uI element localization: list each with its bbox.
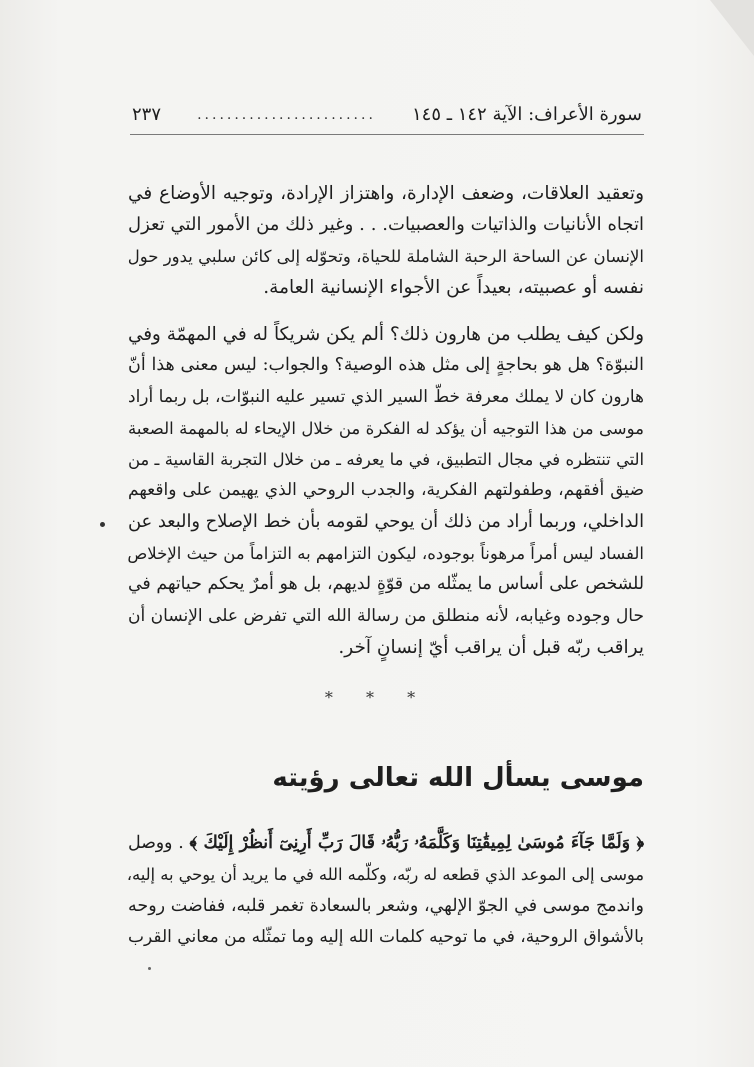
paragraph-line: ضيق أفقهم، وطفولتهم الفكرية، والجدب الروحي الذي يهيمن على واقعهم (128, 480, 644, 501)
section-heading: موسى يسأل الله تعالى رؤيته (272, 763, 644, 793)
verse-line (128, 828, 644, 859)
paragraph-line: ولكن كيف يطلب من هارون ذلك؟ ألم يكن شريكاً له في المهمّة وفي (128, 324, 644, 345)
paragraph-1 (128, 178, 644, 303)
paragraph-line: وتعقيد العلاقات، وضعف الإدارة، واهتزاز الإرادة، وتوجيه الأوضاع في (128, 183, 644, 204)
paragraph-line: للشخص على أساس ما يمثّله من قوّةٍ لديهم، بل هو أمرٌ يحكم حياتهم في (128, 574, 644, 595)
paragraph-2 (128, 319, 644, 663)
margin-dot (100, 522, 105, 527)
paragraph-line: التي تنتظره في مجال التطبيق، في ما يعرفه ـ من خلال التجربة القاسية ـ من (128, 450, 644, 470)
paragraph-3 (128, 828, 644, 953)
paragraph-line: هارون كان لا يملك معرفة خطّ السير الذي تسير عليه النبوّات، بل ربما أراد (128, 386, 644, 407)
paragraph-line: موسى من هذا التوجيه أن يؤكد له الفكرة من خلال الإيحاء له بالمهمة الصعبة (128, 418, 644, 438)
paragraph-line: حال وجوده وغيابه، لأنه منطلق من رسالة الله التي تفرض على الإنسان أن (128, 605, 644, 626)
running-header (132, 104, 642, 126)
paragraph-line: الإنسان عن الساحة الرحبة الشاملة للحياة، وتحوّله إلى كائن سلبي يدور حول (127, 246, 644, 266)
verse-tail: . ووصل (128, 833, 190, 853)
section-separator: * * * (324, 688, 430, 707)
page-number: ٢٣٧ (132, 104, 162, 125)
paragraph-line: بالأشواق الروحية، في ما توحيه كلمات الله إليه وما تمثّله من معاني القرب (128, 926, 644, 947)
paragraph-line: نفسه أو عصبيته، بعيداً عن الأجواء الإنسانية العامة. (263, 276, 644, 298)
paragraph-line: النبوّة؟ هل هو بحاجةٍ إلى مثل هذه الوصية؟ والجواب: ليس معنى هذا أنّ (128, 355, 644, 376)
paragraph-line: موسى إلى الموعد الذي قطعه له ربّه، وكلّمه الله في ما يريد أن يوحي به إليه، (126, 865, 644, 885)
paragraph-line: واندمج موسى في الجوّ الإلهي، وشعر بالسعادة تغمر قلبه، ففاضت روحه (128, 895, 644, 916)
paragraph-line: اتجاه الأنانيات والذاتيات والعصبيات. . . وغير ذلك من الأمور التي تعزل (128, 214, 644, 236)
paragraph-line: الفساد ليس أمراً مرهوناً بوجوده، ليكون التزامهم به التزاماً من حيث الإخلاص (127, 544, 644, 564)
quran-verse: ﴿ وَلَمَّا جَآءَ مُوسَىٰ لِمِيقَٰتِنَا وَكَلَّمَهُۥ رَبُّهُۥ قَالَ رَبِّ أَرِنِىٓ أَنظُرْ إِلَيْكَ ﴾ (189, 833, 644, 853)
paragraph-line: يراقب ربّه قبل أن يراقب أيّ إنسانٍ آخر. (338, 636, 644, 658)
paragraph-line: الداخلي، وربما أراد من ذلك أن يوحي لقومه بأن خط الإصلاح والبعد عن (128, 511, 644, 532)
header-rule (130, 134, 644, 135)
page-corner-fold (710, 0, 754, 56)
margin-dot (148, 967, 151, 970)
header-leader-dots: ........................ (197, 107, 376, 123)
header-title: سورة الأعراف: الآية ١٤٢ ـ ١٤٥ (411, 104, 642, 125)
